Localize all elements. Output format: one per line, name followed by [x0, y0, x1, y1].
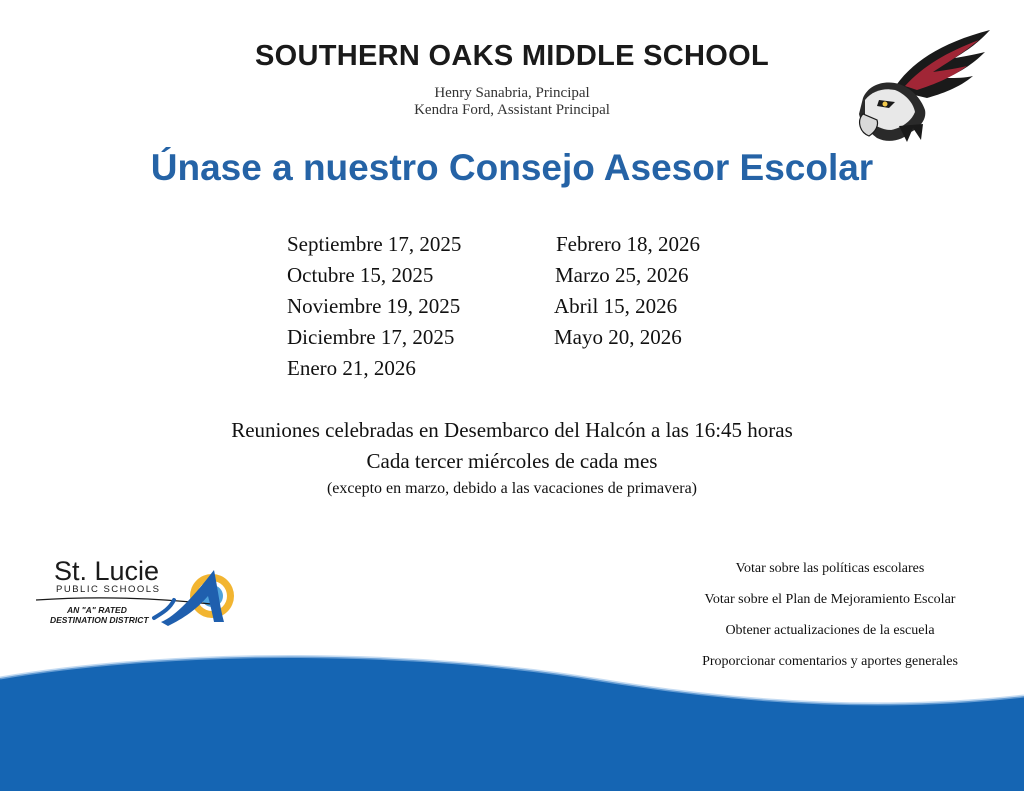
- meeting-date: Mayo 20, 2026: [554, 325, 682, 349]
- meeting-date: Abril 15, 2026: [554, 294, 678, 318]
- meeting-location: Reuniones celebradas en Desembarco del Halcón a las 16:45 horas: [231, 418, 793, 442]
- meeting-date: Septiembre 17, 2025: [287, 232, 462, 256]
- meeting-date: Noviembre 19, 2025: [287, 294, 461, 318]
- school-name: SOUTHERN OAKS MIDDLE SCHOOL: [255, 40, 769, 72]
- decorative-wave: [0, 640, 1024, 791]
- meeting-date: Enero 21, 2026: [287, 356, 416, 380]
- meeting-date: Febrero 18, 2026: [556, 232, 701, 256]
- logo-tagline: AN "A" RATED: [67, 605, 127, 615]
- logo-subtitle: PUBLIC SCHOOLS: [56, 584, 161, 595]
- eagle-mascot-icon: [855, 28, 995, 146]
- benefit-item: Proporcionar comentarios y aportes generales: [702, 654, 958, 669]
- assistant-principal-name: Kendra Ford, Assistant Principal: [414, 102, 610, 118]
- benefit-item: Obtener actualizaciones de la escuela: [725, 623, 935, 638]
- benefit-item: Votar sobre el Plan de Mejoramiento Escolar: [704, 592, 956, 607]
- meeting-exception: (excepto en marzo, debido a las vacaciones de primavera): [326, 480, 698, 497]
- meeting-date: Marzo 25, 2026: [555, 263, 689, 287]
- principal-name: Henry Sanabria, Principal: [434, 85, 590, 101]
- logo-title: St. Lucie: [54, 556, 160, 586]
- meeting-frequency: Cada tercer miércoles de cada mes: [366, 449, 658, 473]
- benefit-item: Votar sobre las políticas escolares: [735, 561, 925, 576]
- meeting-date: Octubre 15, 2025: [287, 263, 434, 287]
- logo-tagline: DESTINATION DISTRICT: [50, 615, 149, 625]
- meeting-date: Diciembre 17, 2025: [287, 325, 455, 349]
- headline: Únase a nuestro Consejo Asesor Escolar: [150, 147, 874, 188]
